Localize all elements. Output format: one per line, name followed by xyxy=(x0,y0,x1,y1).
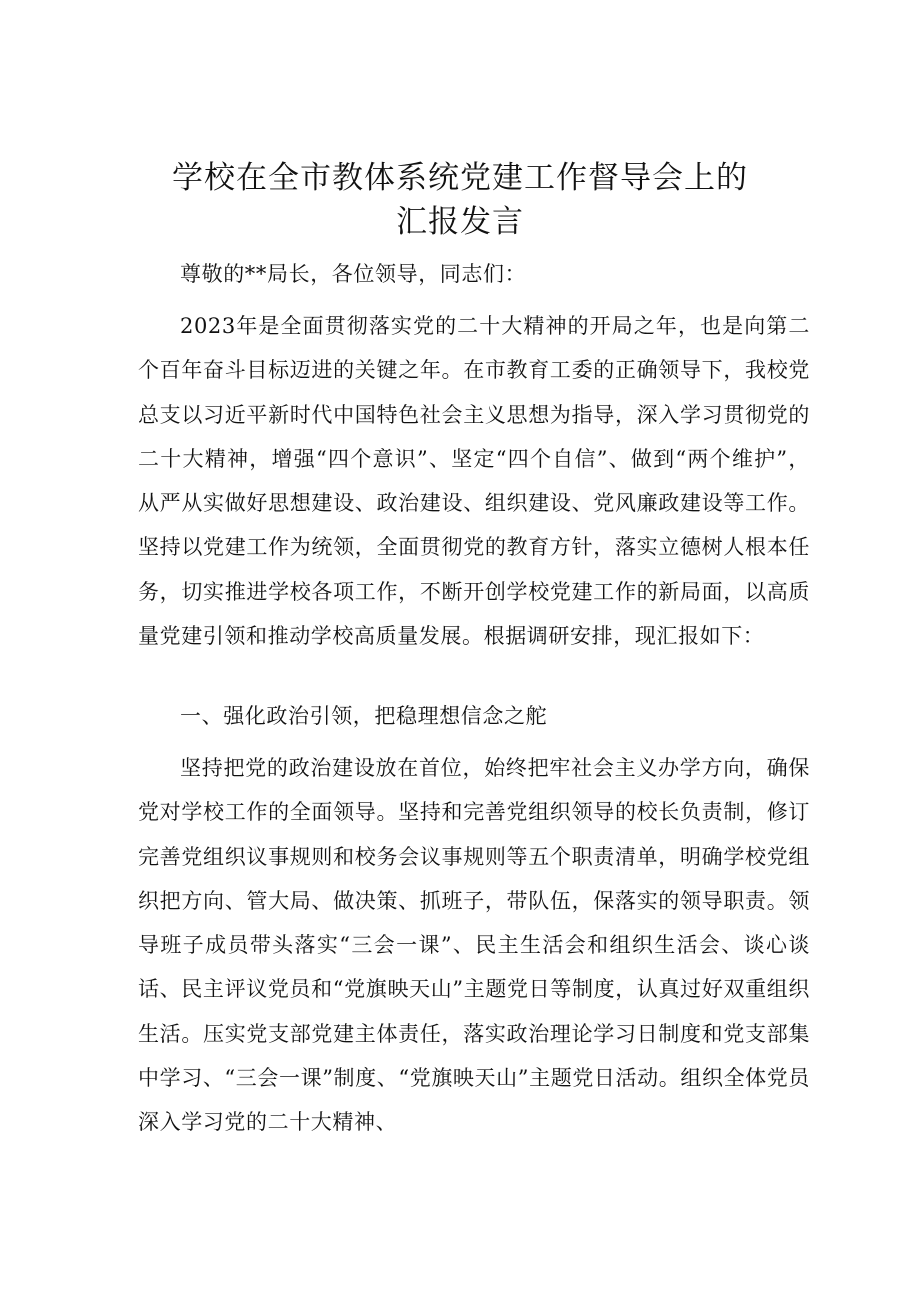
section-heading-1: 一、强化政治引领，把稳理想信念之舵 xyxy=(180,704,548,728)
paragraph-intro: 2023年是全面贯彻落实党的二十大精神的开局之年，也是向第二个百年奋斗目标迈进的关键之年。在市教育工委的正确领导下，我校党总支以习近平新时代中国特色社会主义思想为指导，深入学习贯彻党的二十大精神，增强“四个意识”、坚定“四个自信”、做到“两个维护”，从严从实做好思想建设、政治建设、组织建设、党风廉政建设等工作。坚持以党建工作为统领，全面贯彻党的教育方针，落实立德树人根本任务，切实推进学校各项工作，不断开创学校党建工作的新局面，以高质量党建引领和推动学校高质量发展。根据调研安排，现汇报如下： xyxy=(138,314,810,649)
document-title-line-1: 学校在全市教体系统党建工作督导会上的 xyxy=(172,160,748,196)
salutation: 尊敬的**局长，各位领导，同志们： xyxy=(180,262,527,286)
paragraph-section-1: 坚持把党的政治建设放在首位，始终把牢社会主义办学方向，确保党对学校工作的全面领导。坚持和完善党组织领导的校长负责制，修订完善党组织议事规则和校务会议事规则等五个职责清单，明确学校党组织把方向、管大局、做决策、抓班子，带队伍，保落实的领导职责。领导班子成员带头落实“三会一课”、民主生活会和组织生活会、谈心谈话、民主评议党员和“党旗映天山”主题党日等制度，认真过好双重组织生活。压实党支部党建主体责任，落实政治理论学习日制度和党支部集中学习、“三会一课”制度、“党旗映天山”主题党日活动。组织全体党员深入学习党的二十大精神、 xyxy=(138,756,810,1135)
document-title-line-2: 汇报发言 xyxy=(396,204,524,240)
